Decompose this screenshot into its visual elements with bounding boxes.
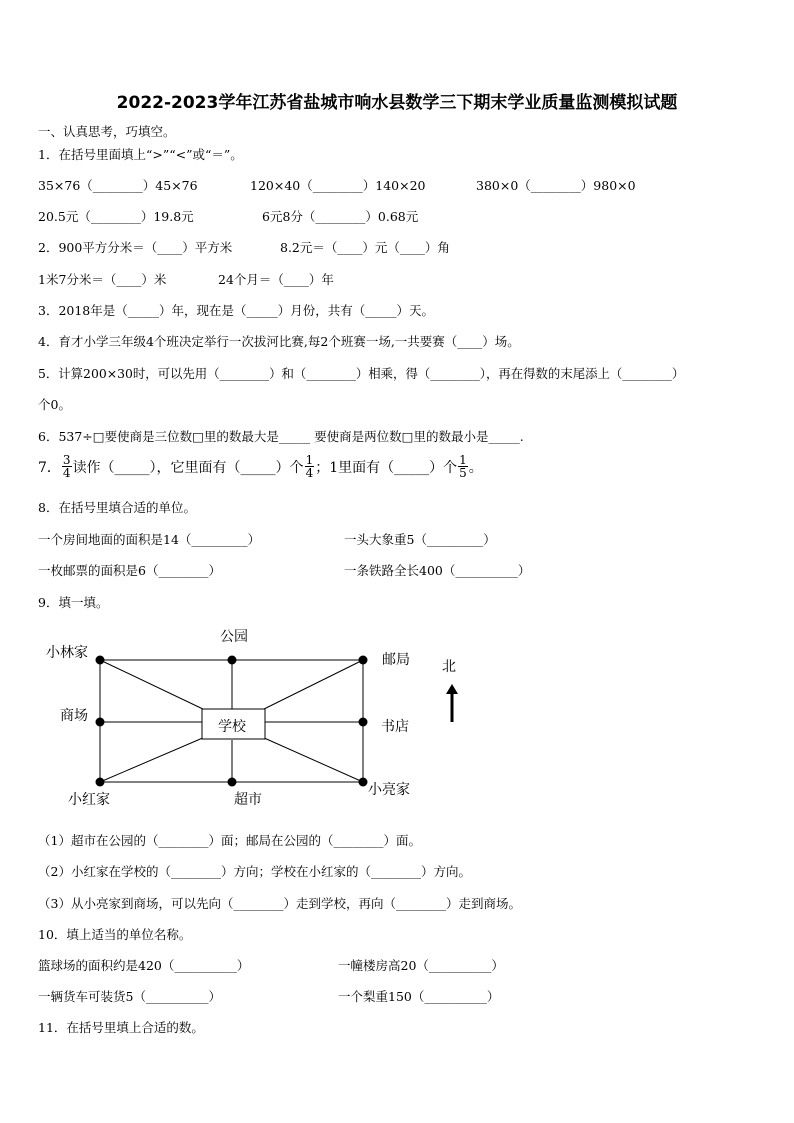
q9-sub-3: （3）从小亮家到商场，可以先向（________）走到学校，再向（________）走到商场。 — [38, 896, 521, 911]
dot-xiaohong — [96, 778, 105, 787]
question-6: 6．537÷□要使商是三位数□里的数最大是_____ 要使商是两位数□里的数最小是_____. — [38, 429, 524, 444]
q1-compare-c: 380×0（________）980×0 — [476, 178, 636, 193]
label-school: 学校 — [218, 719, 246, 735]
question-5-line1: 5．计算200×30时，可以先用（________）和（________）相乘，得（________），再在得数的末尾添上（________） — [38, 366, 685, 381]
fraction-3-4: $\frac{3}{4}$ — [62, 453, 71, 480]
dot-post — [359, 656, 368, 665]
dot-park — [228, 656, 237, 665]
question-5-line2: 个0。 — [38, 397, 71, 412]
label-mall: 商场 — [60, 708, 88, 724]
q10-c: 一辆货车可装货5（__________） — [38, 989, 221, 1004]
label-post: 邮局 — [382, 652, 410, 668]
question-4: 4．育才小学三年级4个班决定举行一次拔河比赛,每2个班赛一场,一共要赛（____）场。 — [38, 334, 520, 349]
location-map — [0, 620, 794, 820]
question-10-stem: 10．填上适当的单位名称。 — [38, 927, 192, 942]
q9-sub-2: （2）小红家在学校的（________）方向；学校在小红家的（________）方向。 — [38, 864, 471, 879]
q1-compare-e: 6元8分（________）0.68元 — [262, 209, 419, 224]
dot-mall — [96, 718, 105, 727]
q7-prefix: 7． — [38, 459, 61, 476]
map-line-post-school — [262, 660, 363, 710]
dot-xiaolin — [96, 656, 105, 665]
question-2-b: 8.2元＝（____）元（____）角 — [280, 240, 450, 255]
label-bookstore: 书店 — [381, 719, 409, 735]
label-xiaohong: 小红家 — [68, 792, 110, 808]
q10-a: 篮球场的面积约是420（__________） — [38, 958, 250, 973]
fraction-1-5: $\frac{1}{5}$ — [459, 453, 467, 480]
q1-compare-b: 120×40（________）140×20 — [250, 178, 426, 193]
q1-compare-d: 20.5元（________）19.8元 — [38, 209, 194, 224]
q7-end: 。 — [468, 459, 483, 476]
q8-d: 一条铁路全长400（__________） — [344, 563, 531, 578]
question-8-stem: 8．在括号里填合适的单位。 — [38, 500, 196, 515]
q7-text-2: ；1里面有（_____）个 — [315, 459, 458, 476]
q8-b: 一头大象重5（_________） — [344, 532, 496, 547]
map-line-xiaoliang-school — [262, 737, 363, 782]
label-xiaoliang: 小亮家 — [368, 782, 410, 798]
question-9-stem: 9．填一填。 — [38, 595, 109, 610]
dot-supermarket — [228, 778, 237, 787]
q9-sub-1: （1）超市在公园的（________）面；邮局在公园的（________）面。 — [38, 833, 421, 848]
label-supermarket: 超市 — [234, 792, 262, 808]
question-1-stem: 1．在括号里面填上“>”“<”或“＝”。 — [38, 147, 243, 162]
dot-bookstore — [359, 718, 368, 727]
question-2-c: 1米7分米＝（____）米 — [38, 272, 167, 287]
q7-text-1: 读作（_____），它里面有（_____）个 — [72, 459, 304, 476]
map-line-xiaohong-school — [100, 737, 205, 782]
north-arrow-icon — [446, 684, 458, 694]
dot-xiaoliang — [359, 778, 368, 787]
q1-compare-a: 35×76（________）45×76 — [38, 178, 198, 193]
question-3: 3．2018年是（_____）年，现在是（_____）月份，共有（_____）天。 — [38, 303, 435, 318]
q8-c: 一枚邮票的面积是6（________） — [38, 563, 221, 578]
label-xiaolin: 小林家 — [46, 645, 88, 661]
q10-b: 一幢楼房高20（__________） — [338, 958, 504, 973]
label-park: 公园 — [220, 629, 248, 645]
q8-a: 一个房间地面的面积是14（_________） — [38, 532, 261, 547]
question-7 — [38, 454, 483, 479]
question-2-a: 2．900平方分米＝（____）平方米 — [38, 240, 233, 255]
fraction-1-4: $\frac{1}{4}$ — [305, 453, 314, 480]
page-title: 2022-2023学年江苏省盐城市响水县数学三下期末学业质量监测模拟试题 — [116, 93, 678, 113]
map-line-xiaolin-school — [100, 660, 205, 710]
q10-d: 一个梨重150（__________） — [338, 989, 500, 1004]
question-2-d: 24个月＝（____）年 — [218, 272, 334, 287]
section-heading: 一、认真思考，巧填空。 — [38, 124, 176, 139]
label-north: 北 — [442, 659, 456, 675]
question-11: 11．在括号里填上合适的数。 — [38, 1020, 204, 1035]
